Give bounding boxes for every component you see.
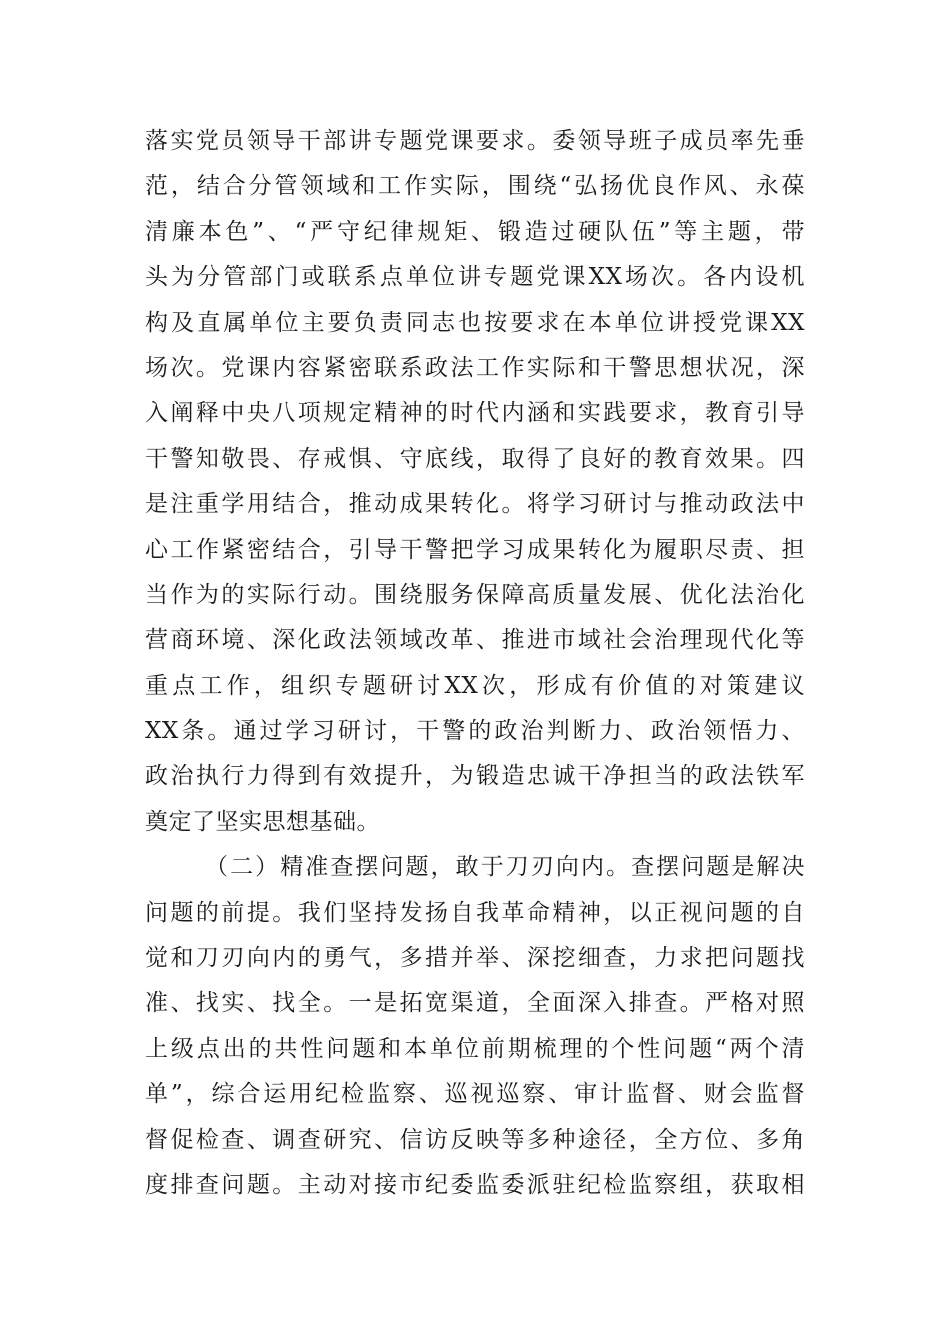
text-line: 上级点出的共性问题和本单位前期梳理的个性问题“两个清 [145,1035,805,1062]
text-line: XX条。通过学习研讨，干警的政治判断力、政治领悟力、 [145,718,805,745]
text-line: 重点工作，组织专题研讨XX次，形成有价值的对策建议 [145,672,805,699]
text-line: （二）精准查摆问题，敢于刀刃向内。查摆问题是解决 [205,854,805,881]
text-line: 场次。党课内容紧密联系政法工作实际和干警思想状况，深 [145,354,805,381]
text-line: 营商环境、深化政法领域改革、推进市域社会治理现代化等 [145,627,805,654]
text-line: 范，结合分管领域和工作实际，围绕“弘扬优良作风、永葆 [145,173,805,200]
text-line: 度排查问题。主动对接市纪委监委派驻纪检监察组，获取相 [145,1171,805,1198]
text-line: 督促检查、调查研究、信访反映等多种途径，全方位、多角 [145,1126,805,1153]
text-line: 干警知敬畏、存戒惧、守底线，取得了良好的教育效果。四 [145,445,805,472]
text-line: 准、找实、找全。一是拓宽渠道，全面深入排查。严格对照 [145,990,805,1017]
text-line: 清廉本色”、“严守纪律规矩、锻造过硬队伍”等主题，带 [145,218,805,245]
text-line: 当作为的实际行动。围绕服务保障高质量发展、优化法治化 [145,581,805,608]
text-line: 觉和刀刃向内的勇气，多措并举、深挖细查，力求把问题找 [145,945,805,972]
text-line: 构及直属单位主要负责同志也按要求在本单位讲授党课XX [145,309,805,336]
text-line: 单”，综合运用纪检监察、巡视巡察、审计监督、财会监督 [145,1081,805,1108]
text-line: 头为分管部门或联系点单位讲专题党课XX场次。各内设机 [145,264,805,291]
text-line: 落实党员领导干部讲专题党课要求。委领导班子成员率先垂 [145,128,805,154]
text-line: 心工作紧密结合，引导干警把学习成果转化为履职尽责、担 [145,536,805,563]
text-line: 问题的前提。我们坚持发扬自我革命精神，以正视问题的自 [145,899,805,926]
body-text [145,119,805,1208]
text-line: 奠定了坚实思想基础。 [145,808,380,835]
text-line: 是注重学用结合，推动成果转化。将学习研讨与推动政法中 [145,491,805,518]
text-line: 入阐释中央八项规定精神的时代内涵和实践要求，教育引导 [145,400,805,427]
text-line: 政治执行力得到有效提升，为锻造忠诚干净担当的政法铁军 [145,763,805,790]
